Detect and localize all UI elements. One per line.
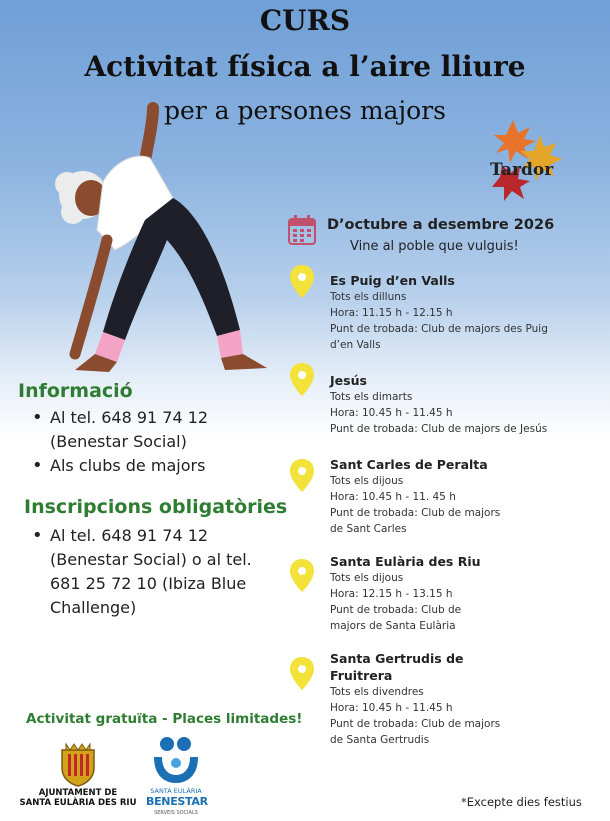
ajuntament-coat-of-arms-icon xyxy=(56,742,100,788)
location-pin-icon xyxy=(289,458,315,494)
location-block xyxy=(330,456,600,537)
info-title: Informació xyxy=(18,380,133,402)
registration-title: Inscripcions obligatòries xyxy=(24,496,288,518)
benestar-label: BENESTAR xyxy=(146,795,208,808)
location-day: Tots els dilluns xyxy=(330,291,407,303)
free-activity-note: Activitat gratuïta - Places limitades! xyxy=(26,711,303,727)
info-phone-line: (Benestar Social) xyxy=(50,432,187,451)
holiday-footnote: *Excepte dies festius xyxy=(461,795,582,809)
benestar-services-label: SERVEIS SOCIALS xyxy=(154,810,198,816)
location-meeting-point: d’en Valls xyxy=(330,339,381,351)
registration-line: Challenge) xyxy=(50,598,137,617)
location-time: Hora: 11.15 h - 12.15 h xyxy=(330,307,453,319)
benestar-logo-icon xyxy=(150,735,202,787)
exercising-woman-illustration xyxy=(45,100,280,380)
info-list xyxy=(30,406,290,478)
location-time: Hora: 10.45 h - 11. 45 h xyxy=(330,491,456,503)
ajuntament-label xyxy=(16,788,140,808)
location-pin-icon xyxy=(289,558,315,594)
location-block xyxy=(330,553,600,634)
location-time: Hora: 12.15 h - 13.15 h xyxy=(330,588,453,600)
list-item xyxy=(30,524,290,620)
location-name: Santa Eulària des Riu xyxy=(330,554,481,569)
location-meeting-point: Punt de trobada: Club de majors xyxy=(330,507,501,519)
location-time: Hora: 10.45 h - 11.45 h xyxy=(330,407,453,419)
location-name: Santa Gertrudis de xyxy=(330,651,464,666)
location-name: Es Puig d’en Valls xyxy=(330,273,455,288)
location-block xyxy=(330,650,600,748)
benestar-municipality-label: SANTA EULÀRIA xyxy=(150,787,202,795)
registration-line: (Benestar Social) o al tel. xyxy=(50,550,252,569)
location-pin-icon xyxy=(289,656,315,692)
location-pin-icon xyxy=(289,362,315,398)
location-name: Fruitrera xyxy=(330,668,393,683)
location-time: Hora: 10.45 h - 11.45 h xyxy=(330,702,453,714)
location-name: Sant Carles de Peralta xyxy=(330,457,488,472)
ajuntament-label-line: SANTA EULÀRIA DES RIU xyxy=(19,798,137,808)
ajuntament-label-line: AJUNTAMENT DE xyxy=(38,788,118,798)
calendar-icon xyxy=(287,214,317,246)
course-title: Activitat física a l’aire lliure xyxy=(84,50,526,83)
location-block xyxy=(330,272,600,353)
course-subtitle: per a persones majors xyxy=(163,96,447,125)
location-pin-icon xyxy=(289,264,315,300)
location-name: Jesús xyxy=(330,373,367,388)
location-block xyxy=(330,372,600,437)
location-day: Tots els dimarts xyxy=(330,391,413,403)
schedule-date-range: D’octubre a desembre 2026 xyxy=(327,217,555,233)
location-day: Tots els dijous xyxy=(330,572,404,584)
list-item xyxy=(30,406,290,454)
registration-list xyxy=(30,524,290,620)
info-phone-line: • Al tel. 648 91 74 12 xyxy=(50,408,209,427)
location-meeting-point: Punt de trobada: Club de majors de Jesús xyxy=(330,423,548,435)
season-label: Tardor xyxy=(490,160,554,180)
registration-line: 681 25 72 10 (Ibiza Blue xyxy=(50,574,247,593)
location-meeting-point: Punt de trobada: Club de majors xyxy=(330,718,501,730)
location-meeting-point: Punt de trobada: Club de xyxy=(330,604,462,616)
schedule-subtitle: Vine al poble que vulguis! xyxy=(350,239,519,254)
location-meeting-point: majors de Santa Eulària xyxy=(330,620,456,632)
course-label: CURS xyxy=(259,4,351,37)
registration-line: • Al tel. 648 91 74 12 xyxy=(50,526,209,545)
location-meeting-point: de Santa Gertrudis xyxy=(330,734,430,746)
info-clubs-line: • Als clubs de majors xyxy=(50,456,206,475)
location-day: Tots els dijous xyxy=(330,475,404,487)
location-meeting-point: Punt de trobada: Club de majors des Puig xyxy=(330,323,548,335)
location-meeting-point: de Sant Carles xyxy=(330,523,407,535)
location-day: Tots els divendres xyxy=(330,686,424,698)
list-item xyxy=(30,454,290,478)
